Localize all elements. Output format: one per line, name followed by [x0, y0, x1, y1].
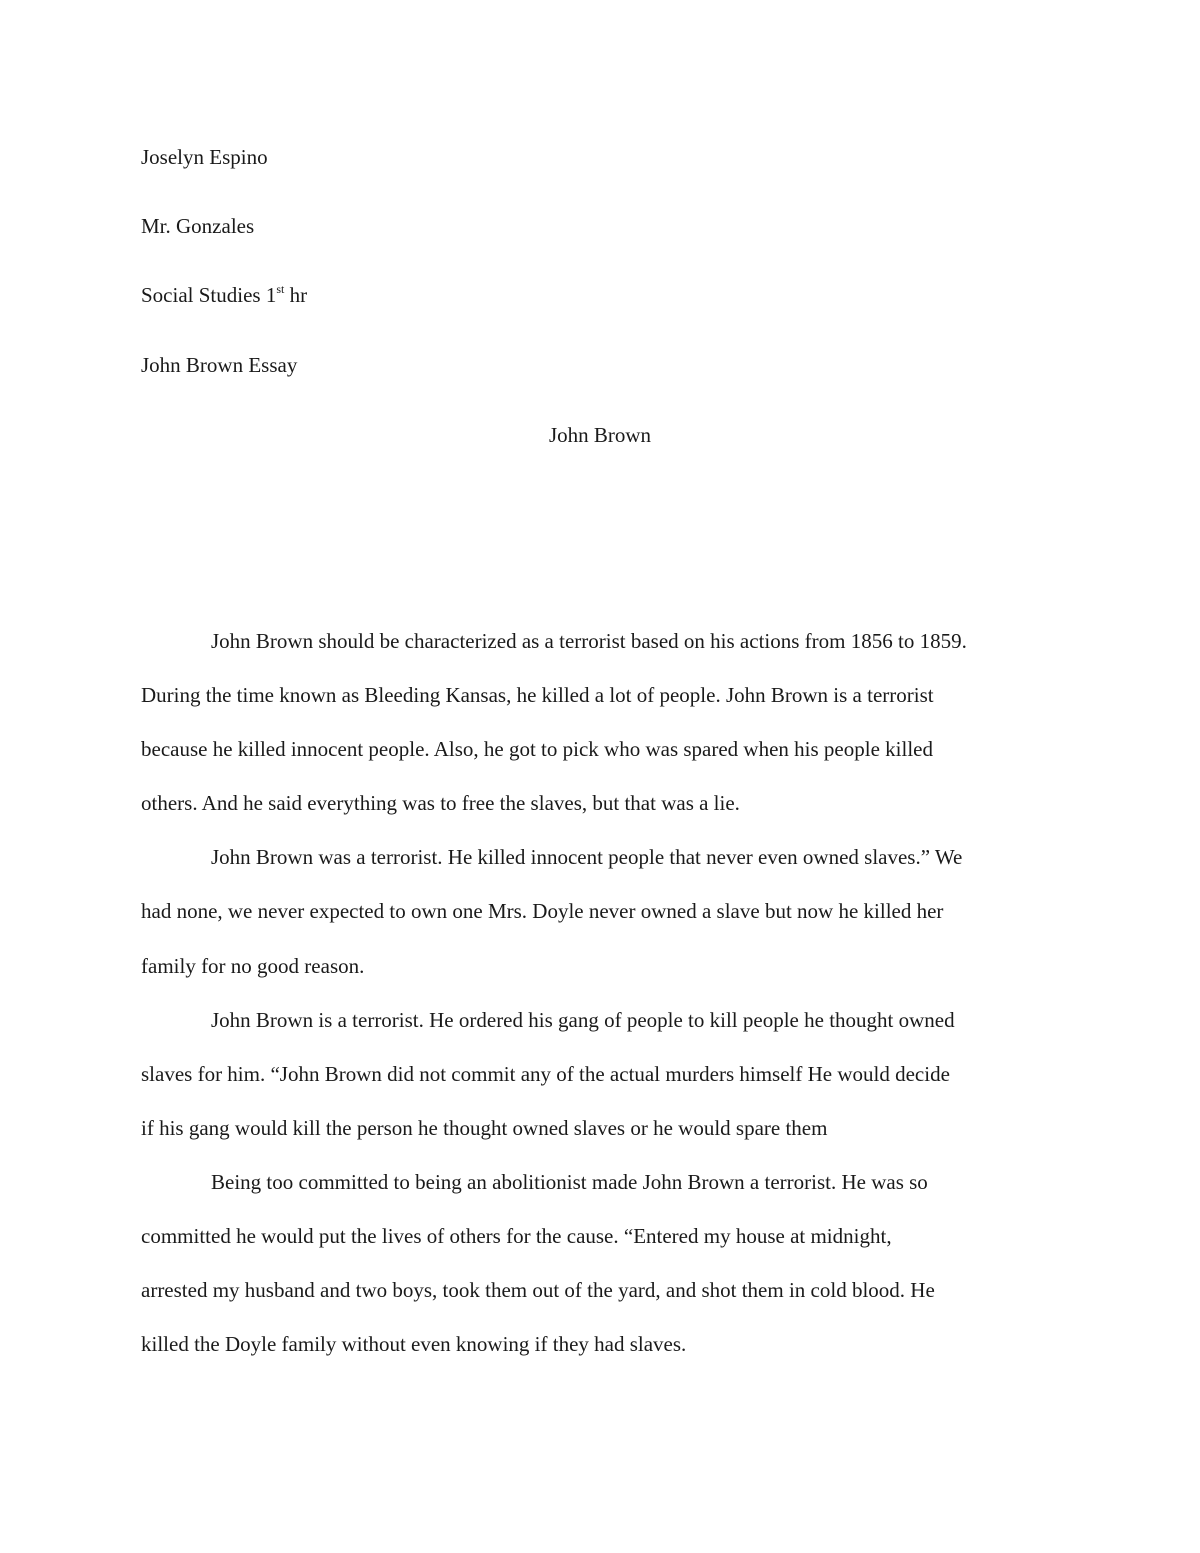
paragraph-line: because he killed innocent people. Also, he got to pick who was spared when his people killed — [141, 737, 933, 762]
class-period — [141, 283, 307, 307]
paragraph-line: killed the Doyle family without even knowing if they had slaves. — [141, 1332, 687, 1357]
class-hour: hr — [284, 283, 308, 307]
paragraph — [141, 1155, 1071, 1371]
assignment-name: John Brown Essay — [141, 353, 298, 377]
paragraph — [141, 614, 1071, 830]
essay-body — [141, 614, 1071, 1371]
paragraph-line: John Brown is a terrorist. He ordered his gang of people to kill people he thought owned — [211, 1007, 955, 1032]
essay-title: John Brown — [548, 423, 652, 447]
paragraph — [141, 830, 1071, 992]
paragraph-line: During the time known as Bleeding Kansas, he killed a lot of people. John Brown is a terrorist — [141, 683, 934, 708]
student-name: Joselyn Espino — [141, 145, 268, 169]
paragraph-line: Being too committed to being an abolitionist made John Brown a terrorist. He was so — [211, 1169, 928, 1194]
paragraph-line: others. And he said everything was to free the slaves, but that was a lie. — [141, 791, 740, 816]
paragraph-line: family for no good reason. — [141, 953, 365, 978]
paragraph-line: if his gang would kill the person he thought owned slaves or he would spare them — [141, 1115, 828, 1140]
class-ordinal-suffix: st — [276, 282, 285, 296]
teacher-name: Mr. Gonzales — [141, 214, 255, 238]
paragraph-line: John Brown was a terrorist. He killed innocent people that never even owned slaves.” We — [211, 845, 963, 870]
paragraph-line: slaves for him. “John Brown did not commit any of the actual murders himself He would decide — [141, 1061, 950, 1086]
paragraph-line: John Brown should be characterized as a terrorist based on his actions from 1856 to 1859. — [211, 629, 967, 653]
paragraph-line: committed he would put the lives of others for the cause. “Entered my house at midnight, — [141, 1224, 892, 1249]
paragraph-line: had none, we never expected to own one Mrs. Doyle never owned a slave but now he killed her — [141, 899, 944, 924]
paragraph — [141, 993, 1071, 1155]
class-name: Social Studies 1 — [141, 283, 277, 307]
paragraph-line: arrested my husband and two boys, took them out of the yard, and shot them in cold blood. He — [141, 1278, 935, 1303]
